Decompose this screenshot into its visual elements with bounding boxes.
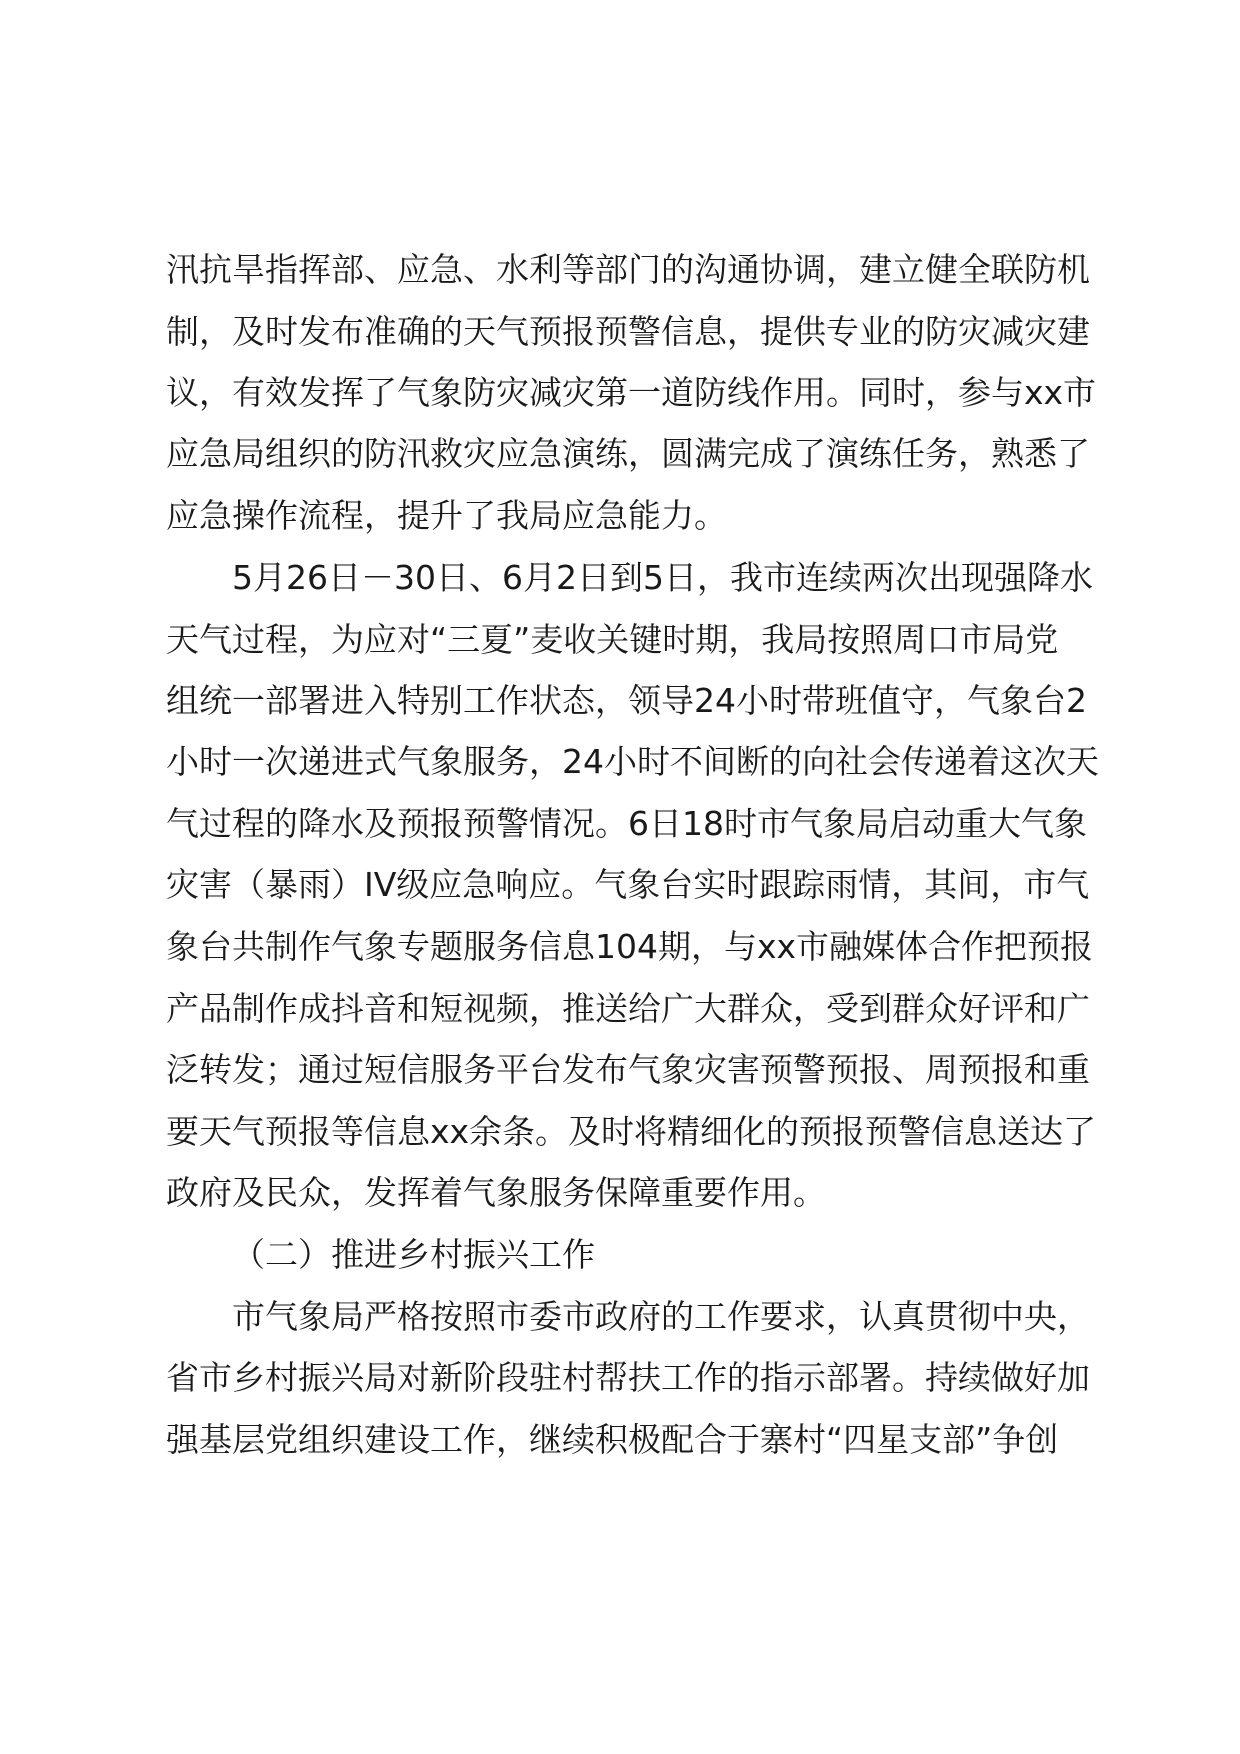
text-line: 强基层党组织建设工作，继续积极配合于寨村“四星支部”争创 (166, 1420, 1059, 1459)
text-line: 小时一次递进式气象服务，24小时不间断的向社会传递着这次天 (166, 742, 1099, 781)
text-line: 泛转发；通过短信服务平台发布气象灾害预警预报、周预报和重 (166, 1050, 1090, 1089)
text-line: 天气过程，为应对“三夏”麦收关键时期，我局按照周口市局党 (166, 620, 1059, 659)
text-line: 制，及时发布准确的天气预报预警信息，提供专业的防灾减灾建 (166, 312, 1090, 351)
section-heading: （二）推进乡村振兴工作 (232, 1235, 595, 1274)
paragraph-start-line: 5月26日－30日、6月2日到5日，我市连续两次出现强降水 (232, 558, 1093, 597)
text-line: 应急操作流程，提升了我局应急能力。 (166, 496, 727, 535)
text-line: 要天气预报等信息xx余条。及时将精细化的预报预警信息送达了 (166, 1112, 1097, 1151)
text-line: 省市乡村振兴局对新阶段驻村帮扶工作的指示部署。持续做好加 (166, 1358, 1090, 1397)
text-line: 组统一部署进入特别工作状态，领导24小时带班值守，气象台2 (166, 681, 1087, 720)
text-line: 象台共制作气象专题服务信息104期，与xx市融媒体合作把预报 (166, 927, 1094, 966)
text-line: 政府及民众，发挥着气象服务保障重要作用。 (166, 1173, 826, 1212)
text-line: 应急局组织的防汛救灾应急演练，圆满完成了演练任务，熟悉了 (166, 434, 1090, 473)
text-line: 气过程的降水及预报预警情况。6日18时市气象局启动重大气象 (166, 804, 1087, 843)
text-line: 灾害（暴雨）IV级应急响应。气象台实时跟踪雨情，其间，市气 (166, 865, 1090, 904)
paragraph-start-line: 市气象局严格按照市委市政府的工作要求，认真贯彻中央， (232, 1297, 1090, 1336)
text-line: 产品制作成抖音和短视频，推送给广大群众，受到群众好评和广 (166, 989, 1090, 1028)
text-line: 汛抗旱指挥部、应急、水利等部门的沟通协调，建立健全联防机 (166, 250, 1090, 289)
text-line: 议，有效发挥了气象防灾减灾第一道防线作用。同时，参与xx市 (166, 373, 1097, 412)
